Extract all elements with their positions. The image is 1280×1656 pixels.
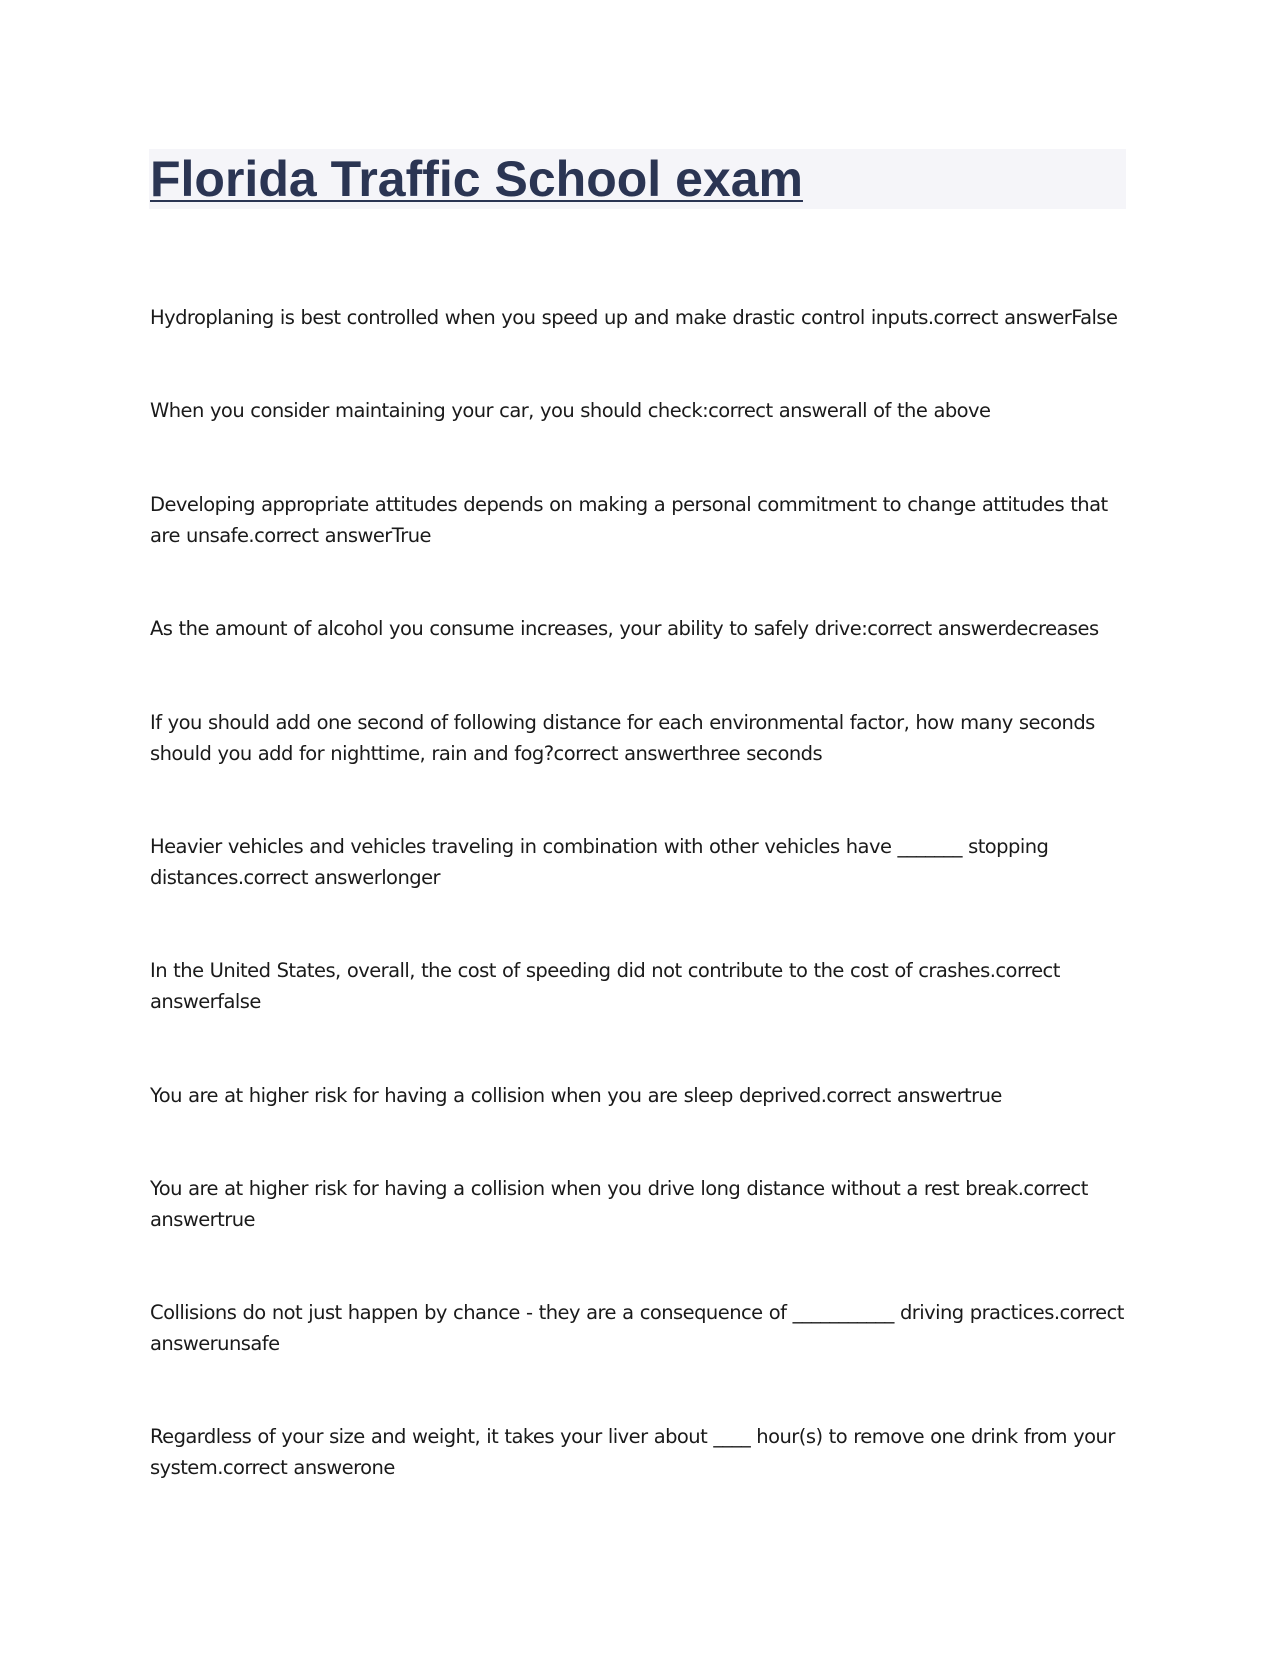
- question-item: In the United States, overall, the cost of speeding did not contribute to the cost of crashes.correct answerfalse: [150, 959, 1060, 1013]
- question-item: Heavier vehicles and vehicles traveling in combination with other vehicles have _______ stopping distances.correct answerlonger: [150, 835, 1049, 889]
- document-title: Florida Traffic School exam: [150, 151, 803, 207]
- question-item: You are at higher risk for having a collision when you drive long distance without a rest break.correct answertrue: [150, 1177, 1088, 1231]
- question-item: As the amount of alcohol you consume increases, your ability to safely drive:correct answerdecreases: [150, 617, 1099, 640]
- question-item: When you consider maintaining your car, you should check:correct answerall of the above: [150, 399, 991, 422]
- question-item: If you should add one second of following distance for each environmental factor, how many seconds should you add for nighttime, rain and fog?correct answerthree seconds: [150, 711, 1095, 765]
- question-item: Collisions do not just happen by chance - they are a consequence of ___________ driving practices.correct answerunsafe: [150, 1301, 1124, 1355]
- question-item: Hydroplaning is best controlled when you speed up and make drastic control inputs.correct answerFalse: [150, 306, 1118, 329]
- question-item: You are at higher risk for having a collision when you are sleep deprived.correct answertrue: [150, 1084, 1002, 1107]
- question-item: Regardless of your size and weight, it takes your liver about ____ hour(s) to remove one drink from your system.correct answerone: [150, 1425, 1115, 1479]
- question-item: Developing appropriate attitudes depends on making a personal commitment to change attitudes that are unsafe.correct answerTrue: [150, 493, 1108, 547]
